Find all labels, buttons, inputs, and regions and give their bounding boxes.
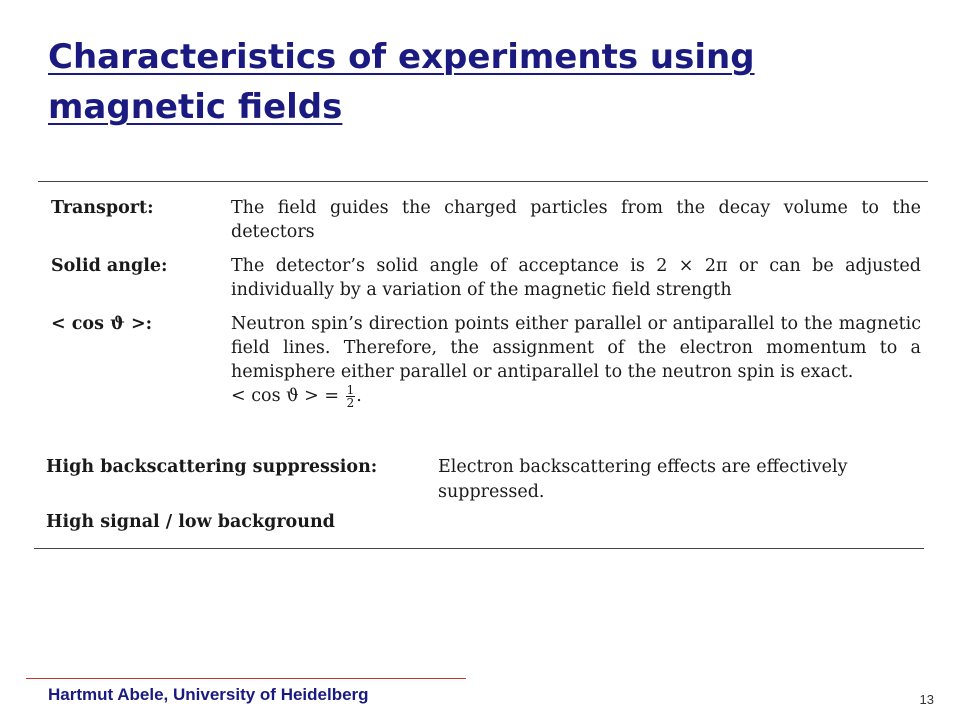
table-bottom-rule	[34, 548, 924, 549]
term-cos-theta-colon: :	[145, 314, 153, 334]
desc-cos-theta-end: .	[356, 386, 362, 406]
footer-author: Hartmut Abele, University of Heidelberg	[48, 685, 369, 704]
suppression-table	[46, 455, 926, 540]
table-row-backscattering	[46, 455, 926, 505]
footer-divider	[26, 678, 466, 679]
desc-transport: The field guides the charged particles from the decay volume to the detectors	[231, 198, 921, 242]
fraction-numerator: 1	[346, 383, 355, 397]
desc-cos-theta-text: Neutron spin’s direction points either parallel or antiparallel to the magnetic field lines. Therefore, the assignment of the electron momentum to a hemisphere either parallel or antiparallel to the neutron spin is exact.	[231, 314, 921, 382]
page-number: 13	[919, 692, 934, 707]
table-row-cos-theta	[51, 312, 921, 409]
term-solid-angle: Solid angle:	[51, 256, 168, 276]
desc-signal-background	[438, 510, 918, 535]
table-row-solid-angle	[51, 254, 921, 302]
table-top-rule	[38, 181, 928, 182]
term-cos-theta	[51, 312, 231, 409]
desc-cos-theta-formula: < cos ϑ > =	[231, 386, 340, 406]
desc-backscattering: Electron backscattering effects are effectively suppressed.	[438, 457, 848, 502]
desc-cos-theta	[231, 312, 921, 409]
term-backscattering: High backscattering suppression:	[46, 457, 378, 477]
table-row-transport	[51, 196, 921, 244]
fraction-one-half	[346, 384, 356, 409]
characteristics-table	[51, 196, 921, 419]
slide-title: Characteristics of experiments using magnetic fields	[48, 37, 755, 127]
table-row-signal-background	[46, 510, 926, 535]
desc-solid-angle: The detector’s solid angle of acceptance is 2 × 2π or can be adjusted individually by a variation of the magnetic field strength	[231, 256, 921, 300]
term-transport: Transport:	[51, 198, 154, 218]
fraction-denominator: 2	[346, 396, 355, 410]
term-signal-background: High signal / low background	[46, 512, 335, 532]
term-cos-theta-math: < cos ϑ >	[51, 314, 146, 334]
